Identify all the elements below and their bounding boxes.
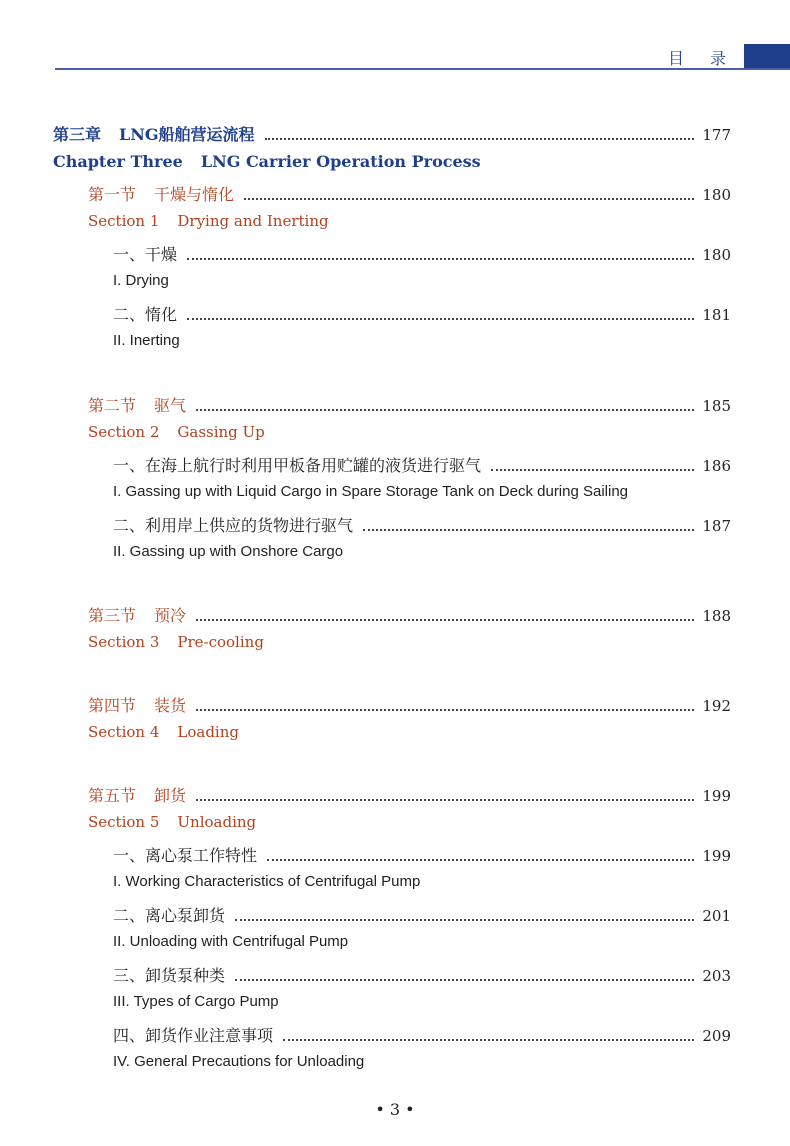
section-title: 卸货 xyxy=(154,786,187,805)
item-en-title: I. Working Characteristics of Centrifugal Pump xyxy=(113,873,421,890)
chapter-en-title: LNG Carrier Operation Process xyxy=(200,152,481,171)
section-en-label: Section 1 xyxy=(88,212,160,230)
leader-dots xyxy=(187,258,694,260)
item-title: 四、卸货作业注意事项 xyxy=(113,1026,274,1045)
leader-dots xyxy=(196,409,694,411)
item-en-title: I. Drying xyxy=(113,272,169,289)
section-title: 驱气 xyxy=(154,396,187,415)
section-en-title: Pre-cooling xyxy=(177,633,264,651)
toc-item[interactable] xyxy=(113,1023,731,1046)
page-number: 199 xyxy=(702,787,731,805)
item-en-title: II. Unloading with Centrifugal Pump xyxy=(113,933,349,950)
leader-dots xyxy=(265,138,695,140)
toc-item-en xyxy=(113,332,180,349)
toc-section-4-en xyxy=(88,723,239,741)
item-en-title: IV. General Precautions for Unloading xyxy=(113,1053,365,1070)
item-en-title: III. Types of Cargo Pump xyxy=(113,993,279,1010)
toc-section-5[interactable] xyxy=(88,783,731,806)
section-label: 第五节 xyxy=(88,786,137,805)
toc-item-en xyxy=(113,993,279,1010)
page-number: 199 xyxy=(702,847,731,865)
section-en-label: Section 3 xyxy=(88,633,160,651)
leader-dots xyxy=(196,799,694,801)
page-number-footer: • 3 • xyxy=(375,1100,415,1119)
section-en-title: Drying and Inerting xyxy=(177,212,329,230)
leader-dots xyxy=(363,529,694,531)
toc-item[interactable] xyxy=(113,302,731,325)
item-title: 一、干燥 xyxy=(113,245,178,264)
section-label: 第一节 xyxy=(88,185,137,204)
toc-chapter-en xyxy=(53,152,481,171)
toc-item[interactable] xyxy=(113,963,731,986)
item-en-title: II. Gassing up with Onshore Cargo xyxy=(113,543,344,560)
section-label: 第三节 xyxy=(88,606,137,625)
item-title: 二、利用岸上供应的货物进行驱气 xyxy=(113,516,354,535)
item-en-title: I. Gassing up with Liquid Cargo in Spare Storage Tank on Deck during Sailing xyxy=(113,483,629,500)
item-title: 一、在海上航行时利用甲板备用贮罐的液货进行驱气 xyxy=(113,456,482,475)
page-number: 192 xyxy=(702,697,731,715)
section-title: 装货 xyxy=(154,696,187,715)
leader-dots xyxy=(187,318,694,320)
section-en-label: Section 4 xyxy=(88,723,160,741)
toc-item[interactable] xyxy=(113,843,731,866)
leader-dots xyxy=(283,1039,694,1041)
toc-section-1-en xyxy=(88,212,329,230)
toc-item-en xyxy=(113,272,169,289)
toc-section-1[interactable] xyxy=(88,182,731,205)
section-en-title: Loading xyxy=(177,723,239,741)
page-number: 180 xyxy=(702,246,731,264)
section-en-title: Unloading xyxy=(177,813,257,831)
page-number: 188 xyxy=(702,607,731,625)
section-title: 干燥与惰化 xyxy=(154,185,235,204)
page-number: 181 xyxy=(702,306,731,324)
item-title: 三、卸货泵种类 xyxy=(113,966,226,985)
toc-chapter-entry[interactable] xyxy=(53,122,731,145)
chapter-en-label: Chapter Three xyxy=(53,152,183,171)
page-number: 187 xyxy=(702,517,731,535)
leader-dots xyxy=(244,198,694,200)
item-title: 一、离心泵工作特性 xyxy=(113,846,258,865)
toc-item-en xyxy=(113,543,343,560)
page-number: 177 xyxy=(702,126,731,144)
page-number: 180 xyxy=(702,186,731,204)
section-en-label: Section 5 xyxy=(88,813,160,831)
toc-item-en xyxy=(113,1053,364,1070)
toc-section-3-en xyxy=(88,633,264,651)
item-title: 二、惰化 xyxy=(113,305,178,324)
item-en-title: II. Inerting xyxy=(113,332,180,349)
toc-item-en xyxy=(113,483,628,500)
page-number: 185 xyxy=(702,397,731,415)
leader-dots xyxy=(235,919,694,921)
leader-dots xyxy=(491,469,694,471)
page-number: 186 xyxy=(702,457,731,475)
header-title: 目录 xyxy=(668,49,753,68)
leader-dots xyxy=(196,709,694,711)
section-en-label: Section 2 xyxy=(88,423,160,441)
section-en-title: Gassing Up xyxy=(177,423,265,441)
leader-dots xyxy=(196,619,694,621)
toc-section-2-en xyxy=(88,423,265,441)
chapter-label: 第三章 xyxy=(53,125,102,144)
toc-item[interactable] xyxy=(113,513,731,536)
item-title: 二、离心泵卸货 xyxy=(113,906,226,925)
page-number: 201 xyxy=(702,907,731,925)
page-number: 203 xyxy=(702,967,731,985)
toc-item-en xyxy=(113,933,348,950)
toc-section-5-en xyxy=(88,813,256,831)
section-title: 预冷 xyxy=(154,606,187,625)
toc-section-4[interactable] xyxy=(88,693,731,716)
page-number: 209 xyxy=(702,1027,731,1045)
toc-item[interactable] xyxy=(113,903,731,926)
section-label: 第二节 xyxy=(88,396,137,415)
toc-item-en xyxy=(113,873,420,890)
leader-dots xyxy=(235,979,694,981)
toc-section-3[interactable] xyxy=(88,603,731,626)
section-label: 第四节 xyxy=(88,696,137,715)
toc-item[interactable] xyxy=(113,453,731,476)
toc-section-2[interactable] xyxy=(88,393,731,416)
chapter-title: LNG船舶营运流程 xyxy=(119,125,255,144)
toc-item[interactable] xyxy=(113,242,731,265)
leader-dots xyxy=(267,859,694,861)
